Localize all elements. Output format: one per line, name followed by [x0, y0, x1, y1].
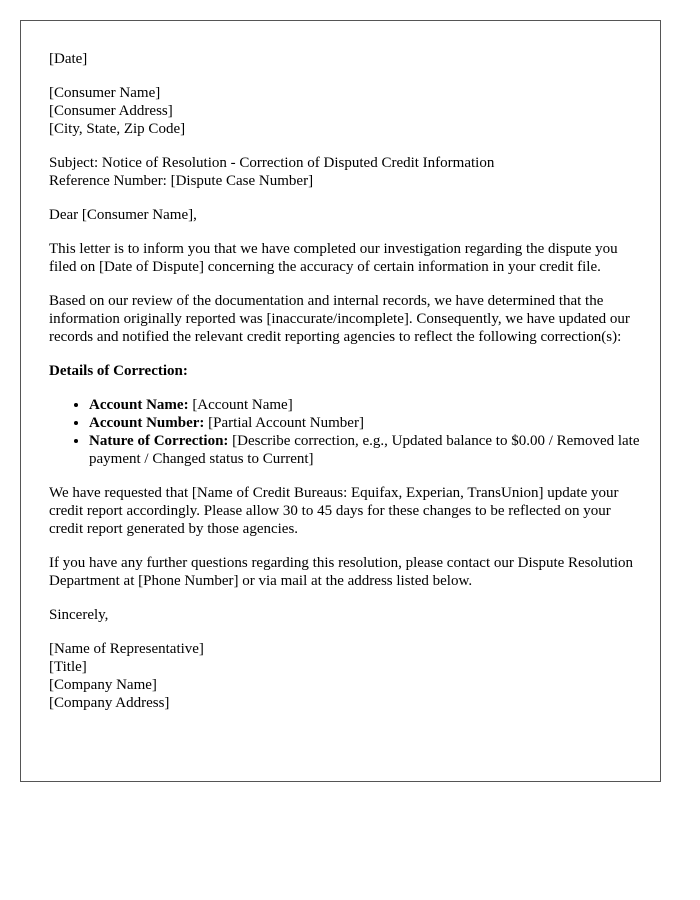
recipient-street: [Consumer Address]: [49, 103, 173, 119]
body-paragraph-2: Based on our review of the documentation and internal records, we have determined that the information originally reported was [inaccurate/incomplete]. Consequently, we have updated our records and notified the relevant credit reporting agencies to reflect the following correction(s):: [49, 293, 630, 345]
closing-paragraph-2: If you have any further questions regarding this resolution, please contact our Dispute Resolution Department at [Phone Number] or via mail at the address listed below.: [49, 555, 634, 589]
detail-value: [Account Name]: [188, 397, 293, 413]
detail-label: Account Number:: [89, 415, 205, 431]
letter-content: [49, 50, 641, 728]
recipient-city: [City, State, Zip Code]: [49, 121, 186, 137]
letter-page: [20, 20, 661, 782]
salutation-text: Dear [Consumer Name],: [49, 207, 197, 223]
signature-block: [49, 640, 641, 712]
details-list: [49, 396, 641, 468]
list-item: [89, 396, 641, 414]
body-paragraph-1: This letter is to inform you that we have completed our investigation regarding the dispute you filed on [Date of Dispute] concerning the accuracy of certain information in your credit file.: [49, 241, 618, 275]
detail-value: [Describe correction, e.g., Updated balance to $0.00 / Removed late payment / Changed status to Current]: [89, 433, 640, 467]
signoff: [49, 606, 641, 624]
representative-title: [Title]: [49, 659, 87, 675]
signoff-text: Sincerely,: [49, 607, 109, 623]
letter-date: [49, 50, 641, 68]
company-address: [Company Address]: [49, 695, 170, 711]
salutation: [49, 206, 641, 224]
recipient-name: [Consumer Name]: [49, 85, 161, 101]
subject-line: Subject: Notice of Resolution - Correction of Disputed Credit Information: [49, 155, 495, 171]
list-item: [89, 414, 641, 432]
company-name: [Company Name]: [49, 677, 157, 693]
detail-label: Account Name:: [89, 397, 189, 413]
list-item: [89, 432, 641, 468]
closing-paragraph-1: We have requested that [Name of Credit Bureaus: Equifax, Experian, TransUnion] update your credit report accordingly. Please allow 30 to 45 days for these changes to be reflected on your credit report generated by those agencies.: [49, 485, 619, 537]
details-heading: Details of Correction:: [49, 363, 188, 379]
subject-block: [49, 154, 641, 190]
detail-label: Nature of Correction:: [89, 433, 229, 449]
date-text: [Date]: [49, 51, 88, 67]
recipient-address: [49, 84, 641, 138]
reference-line: Reference Number: [Dispute Case Number]: [49, 173, 314, 189]
detail-value: [Partial Account Number]: [204, 415, 364, 431]
representative-name: [Name of Representative]: [49, 641, 204, 657]
